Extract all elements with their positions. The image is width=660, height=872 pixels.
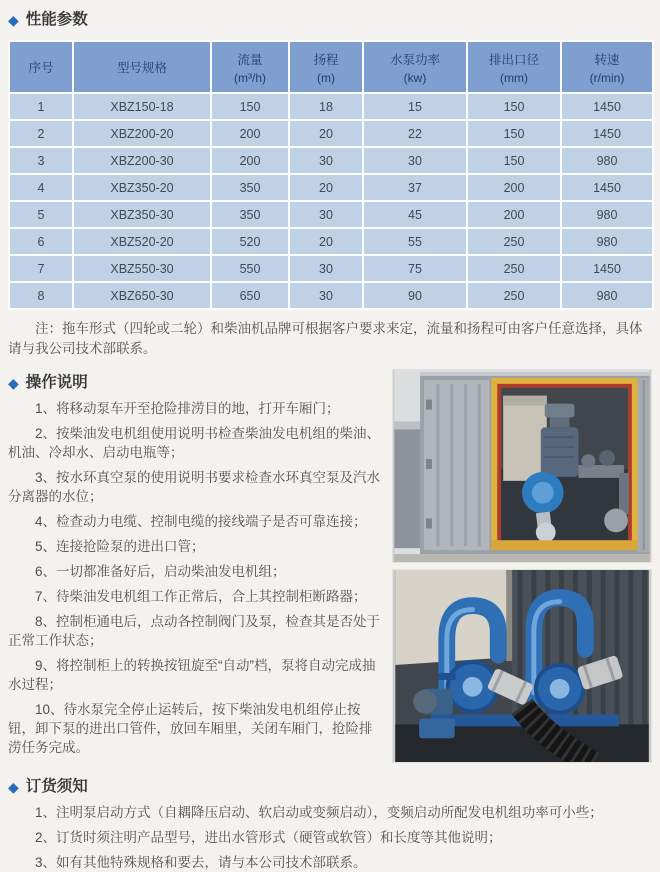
- table-cell: 200: [468, 175, 560, 200]
- ordering-items: [8, 803, 652, 872]
- table-cell: 75: [364, 256, 466, 281]
- table-cell: 150: [468, 121, 560, 146]
- table-cell: 18: [290, 94, 362, 119]
- table-cell: 200: [468, 202, 560, 227]
- operation-step: 10、待水泵完全停止运转后，按下柴油发电机组停止按钮，卸下泵的进出口管件，放回车厢里，关闭车厢门，抢险排涝任务完成。: [8, 702, 373, 755]
- table-cell: 7: [10, 256, 72, 281]
- table-cell: 200: [212, 121, 288, 146]
- container-pump-illustration: [393, 370, 651, 562]
- table-cell: 30: [364, 148, 466, 173]
- section-title-text: 性能参数: [25, 11, 88, 28]
- table-header-cell: 排出口径 (mm): [468, 42, 560, 92]
- table-cell: XBZ550-30: [74, 256, 210, 281]
- table-header-row: [10, 42, 652, 92]
- table-cell: 350: [212, 202, 288, 227]
- diamond-icon: ◆: [8, 375, 19, 391]
- table-cell: 90: [364, 283, 466, 308]
- table-cell: XBZ200-30: [74, 148, 210, 173]
- photo-stack: [392, 369, 652, 769]
- table-cell: 150: [212, 94, 288, 119]
- pump-pipes-photo: [392, 569, 652, 763]
- table-cell: 1450: [562, 256, 652, 281]
- table-header-cell: 水泵功率 (kw): [364, 42, 466, 92]
- table-cell: 520: [212, 229, 288, 254]
- table-header-cell: 转速 (r/min): [562, 42, 652, 92]
- table-row: [10, 229, 652, 254]
- table-cell: 1450: [562, 94, 652, 119]
- table-cell: 980: [562, 148, 652, 173]
- diamond-icon: ◆: [8, 779, 19, 795]
- table-cell: 30: [290, 202, 362, 227]
- table-cell: 200: [212, 148, 288, 173]
- table-cell: 37: [364, 175, 466, 200]
- table-cell: 980: [562, 283, 652, 308]
- diamond-icon: ◆: [8, 12, 19, 28]
- operation-step: 7、待柴油发电机组工作正常后，合上其控制柜断路器；: [35, 589, 367, 604]
- table-cell: XBZ150-18: [74, 94, 210, 119]
- section-title-text: 操作说明: [25, 374, 88, 391]
- table-cell: 5: [10, 202, 72, 227]
- table-cell: 350: [212, 175, 288, 200]
- table-cell: 250: [468, 256, 560, 281]
- table-cell: 3: [10, 148, 72, 173]
- table-cell: 15: [364, 94, 466, 119]
- operation-step: 9、将控制柜上的转换按钮旋至“自动”档，泵将自动完成抽水过程；: [8, 658, 376, 692]
- table-cell: 22: [364, 121, 466, 146]
- table-header-cell: 序号: [10, 42, 72, 92]
- table-header-cell: 扬程 (m): [290, 42, 362, 92]
- table-cell: 20: [290, 229, 362, 254]
- table-cell: 8: [10, 283, 72, 308]
- section-title-operation: [8, 373, 382, 393]
- table-cell: XBZ350-30: [74, 202, 210, 227]
- table-cell: 4: [10, 175, 72, 200]
- table-row: [10, 148, 652, 173]
- table-row: [10, 121, 652, 146]
- table-cell: 20: [290, 121, 362, 146]
- table-cell: XBZ200-20: [74, 121, 210, 146]
- table-cell: 1450: [562, 175, 652, 200]
- table-cell: XBZ520-20: [74, 229, 210, 254]
- table-cell: 980: [562, 229, 652, 254]
- table-cell: 30: [290, 256, 362, 281]
- section-title-text: 订货须知: [25, 778, 88, 795]
- table-cell: 30: [290, 283, 362, 308]
- ordering-item: 1、注明泵启动方式（自耦降压启动、软启动或变频启动），变频启动所配发电机组功率可小些；: [35, 805, 603, 820]
- table-cell: 30: [290, 148, 362, 173]
- table-row: [10, 94, 652, 119]
- table-cell: XBZ650-30: [74, 283, 210, 308]
- table-cell: 650: [212, 283, 288, 308]
- operation-step: 4、检查动力电缆、控制电缆的接线端子是否可靠连接；: [35, 514, 367, 529]
- operation-step: 5、连接抢险泵的进出口管；: [35, 539, 205, 554]
- table-body: [10, 94, 652, 308]
- table-cell: 2: [10, 121, 72, 146]
- table-cell: 150: [468, 148, 560, 173]
- operation-step: 2、按柴油发电机组使用说明书检查柴油发电机组的柴油、机油、冷却水、启动电瓶等；: [8, 426, 381, 460]
- table-cell: 1450: [562, 121, 652, 146]
- table-note: 注：拖车形式（四轮或二轮）和柴油机品牌可根据客户要求来定，流量和扬程可由客户任意选择，具体请与我公司技术部联系。: [8, 321, 643, 356]
- pump-pipes-illustration: [393, 570, 651, 762]
- table-cell: 550: [212, 256, 288, 281]
- table-cell: XBZ350-20: [74, 175, 210, 200]
- table-cell: 1: [10, 94, 72, 119]
- operation-step: 8、控制柜通电后，点动各控制阀门及泵，检查其是否处于正常工作状态；: [8, 614, 381, 648]
- table-row: [10, 283, 652, 308]
- operation-step: 6、一切都准备好后，启动柴油发电机组；: [35, 564, 286, 579]
- table-cell: 20: [290, 175, 362, 200]
- operation-step: 1、将移动泵车开至抢险排涝目的地，打开车厢门；: [35, 401, 340, 416]
- table-header-cell: 流量 (m³/h): [212, 42, 288, 92]
- ordering-item: 2、订货时须注明产品型号，进出水管形式（硬管或软管）和长度等其他说明；: [35, 830, 502, 845]
- table-header-cell: 型号规格: [74, 42, 210, 92]
- table-cell: 45: [364, 202, 466, 227]
- operation-step: 3、按水环真空泵的使用说明书要求检查水环真空泵及汽水分离器的水位；: [8, 470, 381, 504]
- table-row: [10, 175, 652, 200]
- table-cell: 150: [468, 94, 560, 119]
- section-title-ordering: [8, 777, 652, 797]
- table-cell: 6: [10, 229, 72, 254]
- table-cell: 250: [468, 229, 560, 254]
- table-cell: 55: [364, 229, 466, 254]
- table-cell: 980: [562, 202, 652, 227]
- section-title-performance: [8, 10, 652, 30]
- table-row: [10, 202, 652, 227]
- table-cell: 250: [468, 283, 560, 308]
- ordering-item: 3、如有其他特殊规格和要去，请与本公司技术部联系。: [35, 855, 367, 870]
- container-pump-photo: [392, 369, 652, 563]
- table-row: [10, 256, 652, 281]
- performance-table: [8, 40, 654, 310]
